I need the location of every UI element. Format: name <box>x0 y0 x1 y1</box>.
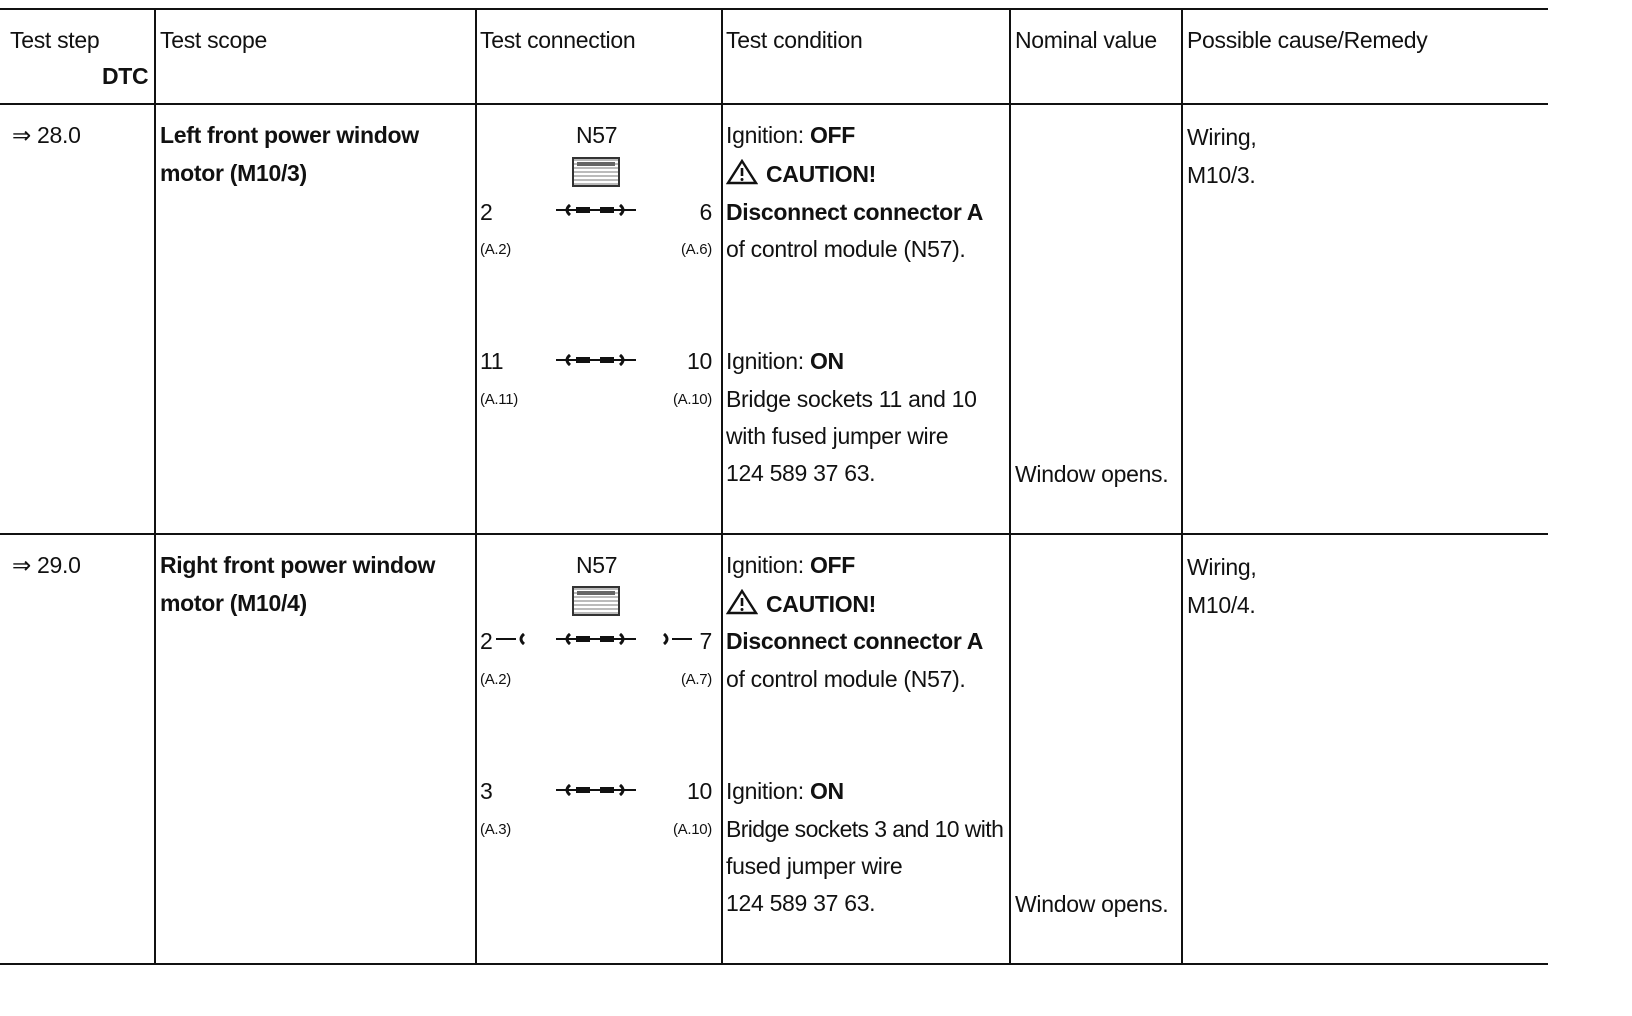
condition-bridge-line3: 124 589 37 63. <box>726 460 876 486</box>
pin-left: 2 <box>480 199 493 225</box>
condition-ignition-on <box>726 777 844 805</box>
col-divider-connection <box>475 8 477 965</box>
nominal-value: Window opens. <box>1015 461 1169 487</box>
ignition-value: OFF <box>809 552 856 578</box>
connector-icon <box>572 586 620 616</box>
pin-right-2-ref: (A.10) <box>672 391 712 408</box>
col-divider-scope <box>154 8 156 965</box>
nominal-value: Window opens. <box>1015 891 1169 917</box>
condition-bridge-line1: Bridge sockets 11 and 10 <box>726 386 977 412</box>
pin-right-2-ref: (A.10) <box>672 821 712 838</box>
plug-right-icon <box>660 633 694 645</box>
jumper-bridge-icon <box>556 633 636 645</box>
test-scope-line1: Right front power window <box>160 552 436 578</box>
pin-left-2: 11 <box>480 348 504 374</box>
test-step-number: ⇒ 28.0 <box>12 122 81 148</box>
table-bottom-border <box>0 963 1548 965</box>
caution-line <box>726 159 876 188</box>
row-divider <box>0 533 1548 535</box>
remedy-line2: M10/3. <box>1187 162 1256 188</box>
header-test-connection: Test connection <box>480 27 636 53</box>
header-nominal-value: Nominal value <box>1015 27 1157 53</box>
header-bottom-border <box>0 103 1548 105</box>
header-remedy: Possible cause/Remedy <box>1187 27 1428 53</box>
connector-icon <box>572 157 620 187</box>
test-step-number: ⇒ 29.0 <box>12 552 81 578</box>
remedy-line2: M10/4. <box>1187 592 1256 618</box>
condition-bridge-line2: fused jumper wire <box>726 853 903 879</box>
condition-bridge-line3: 124 589 37 63. <box>726 890 876 916</box>
ignition-value: ON <box>809 348 844 374</box>
warning-triangle-icon <box>726 159 758 185</box>
module-label: N57 <box>576 122 618 148</box>
pin-left: 2 <box>480 628 493 654</box>
pin-left-2-ref: (A.11) <box>480 391 518 408</box>
ignition-label: Ignition: <box>726 552 810 578</box>
col-divider-condition <box>721 8 723 965</box>
remedy-line1: Wiring, <box>1187 124 1257 150</box>
condition-module: of control module (N57). <box>726 666 966 692</box>
jumper-bridge-icon <box>556 204 636 216</box>
condition-module: of control module (N57). <box>726 236 966 262</box>
test-scope-line2: motor (M10/4) <box>160 590 307 616</box>
pin-left-ref: (A.2) <box>480 671 512 688</box>
ignition-value: OFF <box>809 122 856 148</box>
condition-bridge-line1: Bridge sockets 3 and 10 with <box>726 816 1004 842</box>
ignition-value: ON <box>809 778 844 804</box>
header-test-condition: Test condition <box>726 27 863 53</box>
remedy-line1: Wiring, <box>1187 554 1257 580</box>
condition-disconnect: Disconnect connector A <box>726 199 984 225</box>
pin-left-2-ref: (A.3) <box>480 821 512 838</box>
condition-ignition-off <box>726 121 855 149</box>
col-divider-remedy <box>1181 8 1183 965</box>
pin-right: 6 <box>699 199 712 225</box>
caution-text: CAUTION! <box>766 591 877 617</box>
jumper-bridge-icon <box>556 784 636 796</box>
module-label: N57 <box>576 552 618 578</box>
pin-left-2: 3 <box>480 778 493 804</box>
ignition-label: Ignition: <box>726 348 810 374</box>
test-scope-line1: Left front power window <box>160 122 419 148</box>
table-top-border <box>0 8 1548 10</box>
pin-right-ref: (A.7) <box>680 671 712 688</box>
condition-bridge-line2: with fused jumper wire <box>726 423 949 449</box>
pin-right-ref: (A.6) <box>680 241 712 258</box>
ignition-label: Ignition: <box>726 778 810 804</box>
condition-ignition-on <box>726 347 844 375</box>
test-scope-line2: motor (M10/3) <box>160 160 307 186</box>
plug-left-icon <box>494 633 528 645</box>
col-divider-nominal <box>1009 8 1011 965</box>
jumper-bridge-icon <box>556 354 636 366</box>
header-test-scope: Test scope <box>160 27 267 53</box>
condition-ignition-off <box>726 551 855 579</box>
header-test-step: Test step <box>10 27 100 53</box>
pin-left-ref: (A.2) <box>480 241 512 258</box>
caution-text: CAUTION! <box>766 161 877 187</box>
pin-right-2: 10 <box>687 348 712 374</box>
caution-line <box>726 589 876 618</box>
header-dtc: DTC <box>102 63 149 89</box>
warning-triangle-icon <box>726 589 758 615</box>
pin-right: 7 <box>699 628 712 654</box>
condition-disconnect: Disconnect connector A <box>726 628 984 654</box>
pin-right-2: 10 <box>687 778 712 804</box>
ignition-label: Ignition: <box>726 122 810 148</box>
